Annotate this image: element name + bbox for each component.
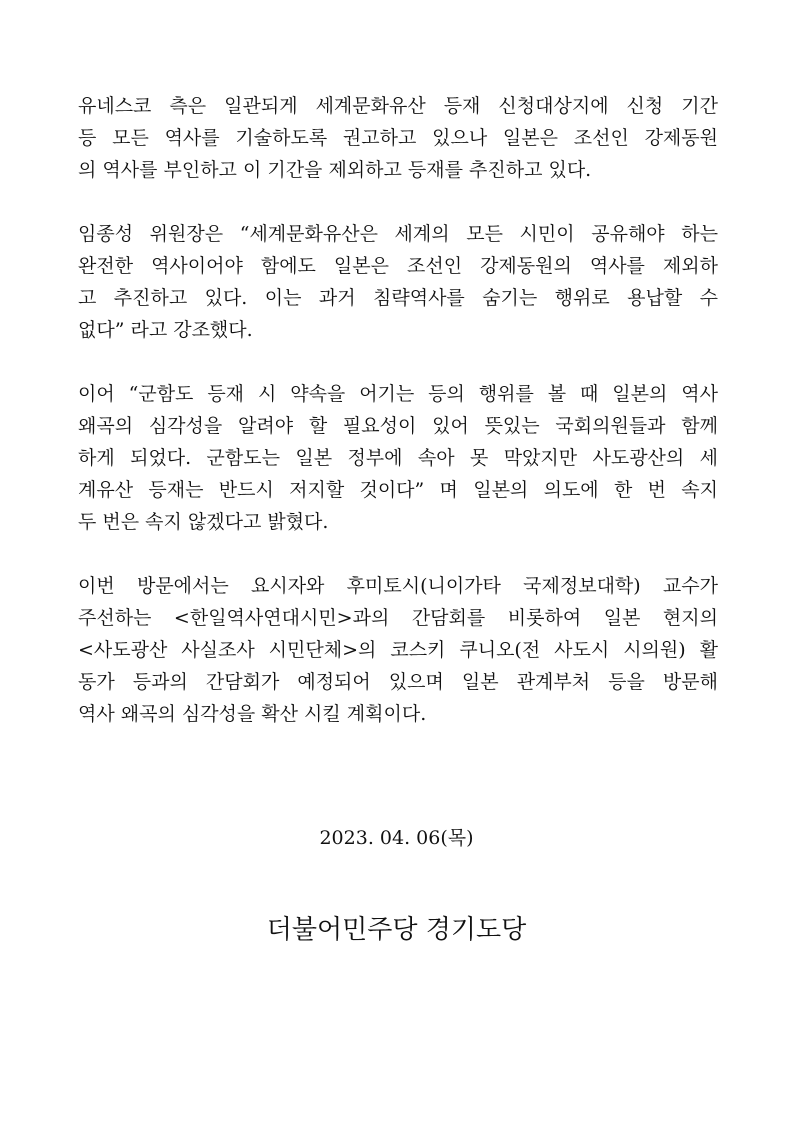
paragraph-chairman-quote <box>78 218 718 346</box>
paragraph-line: 임종성 위원장은 “세계문화유산은 세계의 모든 시민이 공유해야 하는 <box>78 223 718 245</box>
paragraph-line: 왜곡의 심각성을 알려야 할 필요성이 있어 뜻있는 국회의원들과 함께 <box>78 415 718 437</box>
paragraph-line: 없다” 라고 강조했다. <box>78 319 253 341</box>
paragraph-line: 이번 방문에서는 요시자와 후미토시(니이가타 국제정보대학) 교수가 <box>78 575 718 597</box>
organization-name: 더불어민주당 경기도당 <box>266 915 527 945</box>
paragraph-line: 동가 등과의 간담회가 예정되어 있으며 일본 관계부처 등을 방문해 <box>78 671 718 693</box>
paragraph-visit-plan <box>78 570 718 730</box>
paragraph-line: 의 역사를 부인하고 이 기간을 제외하고 등재를 추진하고 있다. <box>78 159 592 181</box>
paragraph-line: 주선하는 <한일역사연대시민>과의 간담회를 비롯하여 일본 현지의 <box>78 607 718 629</box>
paragraph-line: 역사 왜곡의 심각성을 확산 시킬 계획이다. <box>78 703 427 725</box>
release-date: 2023. 04. 06(목) <box>319 827 474 849</box>
paragraph-line: <사도광산 사실조사 시민단체>의 코스키 쿠니오(전 사도시 시의원) 활 <box>78 639 718 661</box>
paragraph-line: 두 번은 속지 않겠다고 밝혔다. <box>78 511 329 533</box>
paragraph-line: 하게 되었다. 군함도는 일본 정부에 속아 못 막았지만 사도광산의 세 <box>78 447 718 469</box>
paragraph-line: 유네스코 측은 일관되게 세계문화유산 등재 신청대상지에 신청 기간 <box>78 95 718 117</box>
paragraph-line: 등 모든 역사를 기술하도록 권고하고 있으나 일본은 조선인 강제동원 <box>78 127 718 149</box>
paragraph-line: 이어 “군함도 등재 시 약속을 어기는 등의 행위를 볼 때 일본의 역사 <box>78 383 718 405</box>
paragraph-line: 완전한 역사이어야 함에도 일본은 조선인 강제동원의 역사를 제외하 <box>78 255 718 277</box>
paragraph-line: 고 추진하고 있다. 이는 과거 침략역사를 숨기는 행위로 용납할 수 <box>78 287 718 309</box>
paragraph-line: 계유산 등재는 반드시 저지할 것이다” 며 일본의 의도에 한 번 속지 <box>78 479 718 501</box>
paragraph-unesco-recommendation <box>78 90 718 186</box>
paragraph-gunkanjima-statement <box>78 378 718 538</box>
